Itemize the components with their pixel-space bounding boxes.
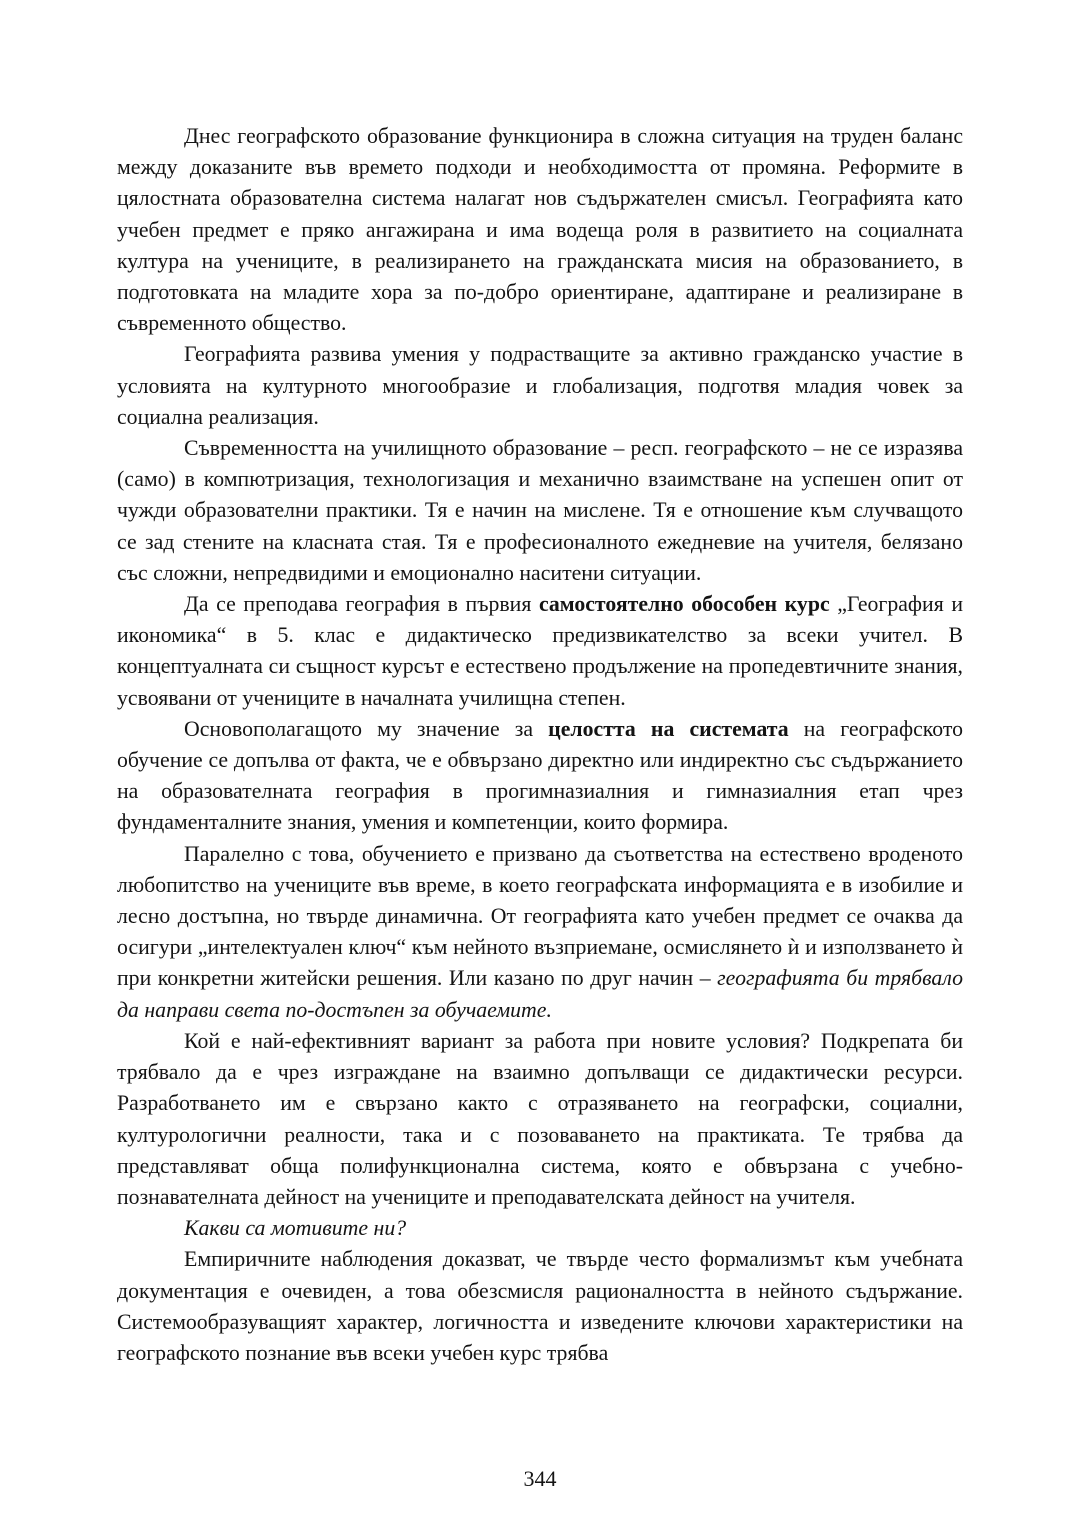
emphasis-geography: географията би трябвало да направи света по-достъпен за обучаемите. — [117, 966, 963, 1022]
paragraph-3: Съвременността на училищното образование – респ. географското – не се изразява (само) в компютризация, технологизация и механично взаимстване на успешен опит от чужди образователни практики. Тя е начин на мислене. Тя е отношение към случващото се зад стените на класната стая. Тя е професионалното ежедневие на учителя, белязано със сложни, непредвидими и емоционално наситени ситуации. — [117, 436, 963, 585]
body-text — [117, 121, 963, 1369]
paragraph-6 — [117, 839, 963, 1026]
paragraph-4-end: „География и икономика“ в 5. клас е дидактическо предизвикателство за всеки учител. В концептуалната си същност курсът е естествено продължение на пропедевтичните знания, усвоявани от учениците в началната училищна степен. — [117, 592, 963, 710]
emphasis-system: целостта на системата — [548, 716, 789, 741]
paragraph-5-start: Основополагащото му значение за — [184, 716, 549, 741]
paragraph-1: Днес географското образование функционира в сложна ситуация на труден баланс между доказаните във времето подходи и необходимостта от промяна. Реформите в цялостната образователна система налагат нов съдържателен смисъл. Географията като учебен предмет е пряко ангажирана и има водеща роля в развитието на социалната култура на учениците, в реализирането на гражданската мисия на образованието, в подготовката на младите хора за по-добро ориентиране, адаптиране и реализиране в съвременното общество. — [117, 124, 963, 336]
paragraph-2: Географията развива умения у подрастващите за активно гражданско участие в условията на културното многообразие и глобализация, подготвя младия човек за социална реализация. — [117, 342, 963, 429]
subheading-motives: Какви са мотивите ни? — [184, 1216, 407, 1241]
paragraph-7: Кой е най-ефективният вариант за работа при новите условия? Подкрепата би трябвало да е чрез изграждане на взаимно допълващи се дидактически ресурси. Разработването им е свързано както с отразяването на географски, социални, културологични реалности, така и с позоваването на практиката. Те трябва да представляват обща полифункционална система, която е обвързана с учебно-познавателната дейност на учениците и преподавателската дейност на учителя. — [117, 1028, 963, 1209]
paragraph-9: Емпиричните наблюдения доказват, че твърде често формализмът към учебната документация е очевиден, а това обезсмисля рационалността в нейното съдържание. Системообразуващият характер, логичността и изведените ключови характеристики на географското познание във всеки учебен курс трябва — [117, 1247, 963, 1365]
paragraph-6-start: Паралелно с това, обучението е призвано да съответства на естествено вроденото любопитство на учениците във време, в което географската информацията е в изобилие и лесно достъпна, но твърде динамична. От географията като учебен предмет се очаква да осигури „интелектуален ключ“ към нейното възприемане, осмислянето ѝ и използването ѝ при конкретни житейски решения. Или казано по друг начин – — [117, 841, 963, 991]
paragraph-5-end: на географското обучение се допълва от факта, че е обвързано директно или индиректно със съдържанието на образователната география в прогимназиалния и гимназиалния етап чрез фундаменталните знания, умения и компетенции, които формира. — [117, 716, 963, 835]
paragraph-4-start: Да се преподава география в първия — [184, 592, 539, 617]
paragraph-5 — [117, 714, 963, 839]
page-number: 344 — [523, 1466, 557, 1491]
paragraph-4 — [117, 589, 963, 714]
emphasis-course: самостоятелно обособен курс — [538, 592, 830, 617]
